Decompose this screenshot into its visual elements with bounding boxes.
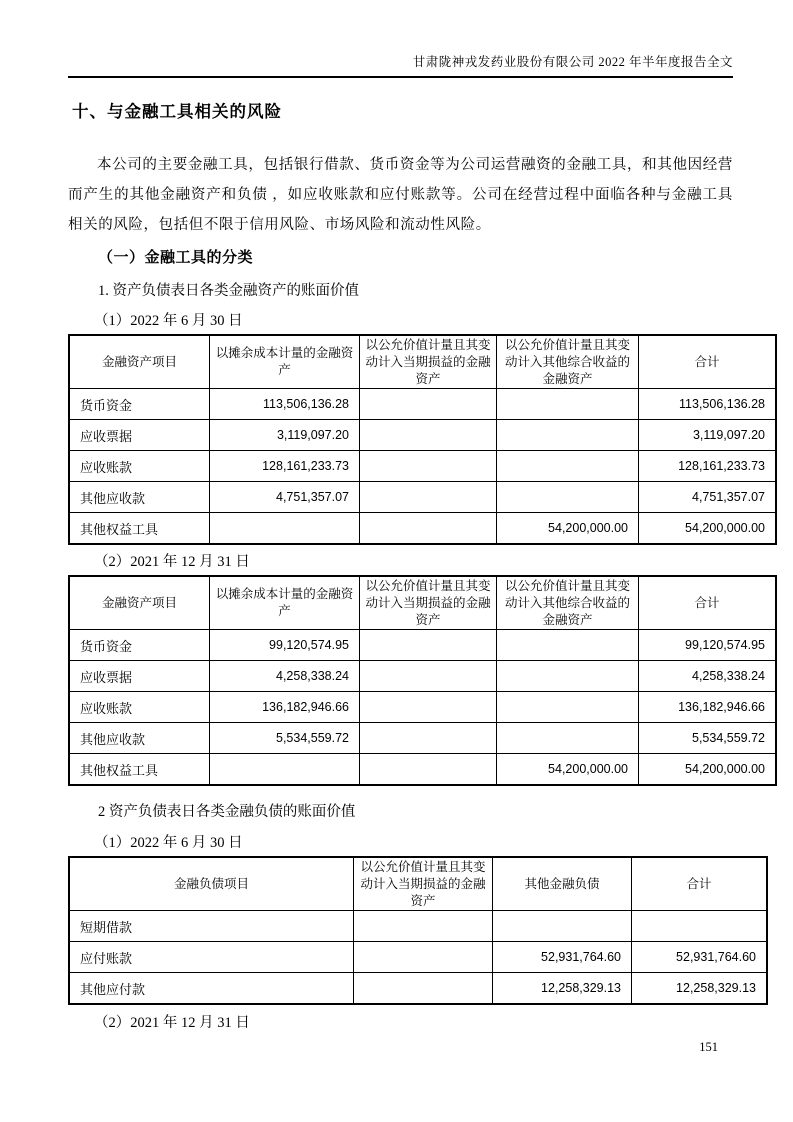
row-label: 应收账款 [69, 692, 210, 723]
row-label: 其他应收款 [69, 723, 210, 754]
column-header: 金融资产项目 [69, 335, 210, 389]
column-header: 以公允价值计量且其变动计入当期损益的金融资产 [360, 335, 497, 389]
row-label: 货币资金 [69, 630, 210, 661]
cell-value [360, 630, 497, 661]
row-label: 货币资金 [69, 389, 210, 420]
intro-paragraph: 本公司的主要金融工具，包括银行借款、货币资金等为公司运营融资的金融工具，和其他因经营而产生的其他金融资产和负债 ，如应收账款和应付账款等。公司在经营过程中面临各种与金融工具相关的风险，包括但不限于信用风险、市场风险和流动性风险。 [68, 157, 733, 233]
cell-value [632, 911, 768, 942]
row-label: 其他应付款 [69, 973, 354, 1005]
cell-value: 4,751,357.07 [639, 482, 777, 513]
table-header-row [69, 576, 776, 630]
row-label: 应付账款 [69, 942, 354, 973]
subsection-title: （一）金融工具的分类 [98, 250, 254, 266]
table-row [69, 451, 776, 482]
column-header: 以摊余成本计量的金融资产 [210, 335, 360, 389]
financial-liabilities-table-2022 [68, 856, 768, 1005]
cell-value: 12,258,329.13 [632, 973, 768, 1005]
cell-value [360, 420, 497, 451]
row-label: 其他权益工具 [69, 754, 210, 786]
column-header: 以公允价值计量且其变动计入当期损益的金融资产 [354, 857, 493, 911]
column-header: 以公允价值计量且其变动计入当期损益的金融资产 [360, 576, 497, 630]
cell-value: 54,200,000.00 [497, 754, 639, 786]
item2-heading: 2 资产负债表日各类金融负债的账面价值 [98, 804, 356, 820]
table-header-row [69, 857, 767, 911]
cell-value [360, 754, 497, 786]
row-label: 短期借款 [69, 911, 354, 942]
cell-value: 128,161,233.73 [639, 451, 777, 482]
table-header-row [69, 335, 776, 389]
row-label: 应收票据 [69, 420, 210, 451]
cell-value [497, 723, 639, 754]
cell-value: 113,506,136.28 [210, 389, 360, 420]
cell-value: 54,200,000.00 [497, 513, 639, 545]
cell-value [497, 451, 639, 482]
row-label: 应收账款 [69, 451, 210, 482]
table-row [69, 482, 776, 513]
cell-value: 4,751,357.07 [210, 482, 360, 513]
cell-value [210, 513, 360, 545]
cell-value: 54,200,000.00 [639, 513, 777, 545]
cell-value: 5,534,559.72 [210, 723, 360, 754]
row-label: 应收票据 [69, 661, 210, 692]
cell-value: 3,119,097.20 [210, 420, 360, 451]
table-row [69, 942, 767, 973]
column-header: 金融资产项目 [69, 576, 210, 630]
table-row [69, 911, 767, 942]
cell-value: 99,120,574.95 [639, 630, 777, 661]
item2-date-2021: （2）2021 年 12 月 31 日 [94, 1015, 250, 1031]
cell-value [497, 692, 639, 723]
cell-value [360, 692, 497, 723]
table-row [69, 513, 776, 545]
cell-value [210, 754, 360, 786]
section-title: 十、与金融工具相关的风险 [72, 102, 282, 121]
item2-date-2022: （1）2022 年 6 月 30 日 [94, 835, 243, 851]
table-row [69, 973, 767, 1005]
cell-value [360, 389, 497, 420]
cell-value [360, 661, 497, 692]
column-header: 合计 [639, 335, 777, 389]
cell-value: 136,182,946.66 [639, 692, 777, 723]
page-content [68, 0, 765, 1032]
cell-value [354, 973, 493, 1005]
cell-value [360, 482, 497, 513]
table-row [69, 630, 776, 661]
cell-value [497, 630, 639, 661]
cell-value [360, 723, 497, 754]
table-row [69, 661, 776, 692]
cell-value [497, 482, 639, 513]
row-label: 其他权益工具 [69, 513, 210, 545]
running-header: 甘肃陇神戎发药业股份有限公司 2022 年半年度报告全文 [68, 52, 733, 78]
cell-value [360, 451, 497, 482]
cell-value [354, 911, 493, 942]
cell-value: 12,258,329.13 [493, 973, 632, 1005]
table-row [69, 723, 776, 754]
cell-value: 5,534,559.72 [639, 723, 777, 754]
page-number: 151 [699, 1040, 718, 1054]
cell-value [360, 513, 497, 545]
table-row [69, 754, 776, 786]
cell-value [497, 420, 639, 451]
financial-assets-table-2022 [68, 334, 777, 545]
cell-value: 4,258,338.24 [639, 661, 777, 692]
item1-heading: 1. 资产负债表日各类金融资产的账面价值 [98, 283, 359, 299]
cell-value: 52,931,764.60 [493, 942, 632, 973]
cell-value [354, 942, 493, 973]
cell-value: 52,931,764.60 [632, 942, 768, 973]
column-header: 以摊余成本计量的金融资产 [210, 576, 360, 630]
column-header: 以公允价值计量且其变动计入其他综合收益的金融资产 [497, 576, 639, 630]
cell-value: 4,258,338.24 [210, 661, 360, 692]
column-header: 合计 [632, 857, 768, 911]
cell-value: 99,120,574.95 [210, 630, 360, 661]
column-header: 金融负债项目 [69, 857, 354, 911]
cell-value: 128,161,233.73 [210, 451, 360, 482]
column-header: 其他金融负债 [493, 857, 632, 911]
cell-value: 3,119,097.20 [639, 420, 777, 451]
cell-value [493, 911, 632, 942]
cell-value [497, 661, 639, 692]
table-row [69, 420, 776, 451]
column-header: 合计 [639, 576, 777, 630]
cell-value: 54,200,000.00 [639, 754, 777, 786]
table-row [69, 692, 776, 723]
financial-assets-table-2021 [68, 575, 777, 786]
cell-value: 136,182,946.66 [210, 692, 360, 723]
column-header: 以公允价值计量且其变动计入其他综合收益的金融资产 [497, 335, 639, 389]
cell-value: 113,506,136.28 [639, 389, 777, 420]
item1-date-2021: （2）2021 年 12 月 31 日 [94, 554, 250, 570]
item1-date-2022: （1）2022 年 6 月 30 日 [94, 313, 243, 329]
cell-value [497, 389, 639, 420]
row-label: 其他应收款 [69, 482, 210, 513]
table-row [69, 389, 776, 420]
